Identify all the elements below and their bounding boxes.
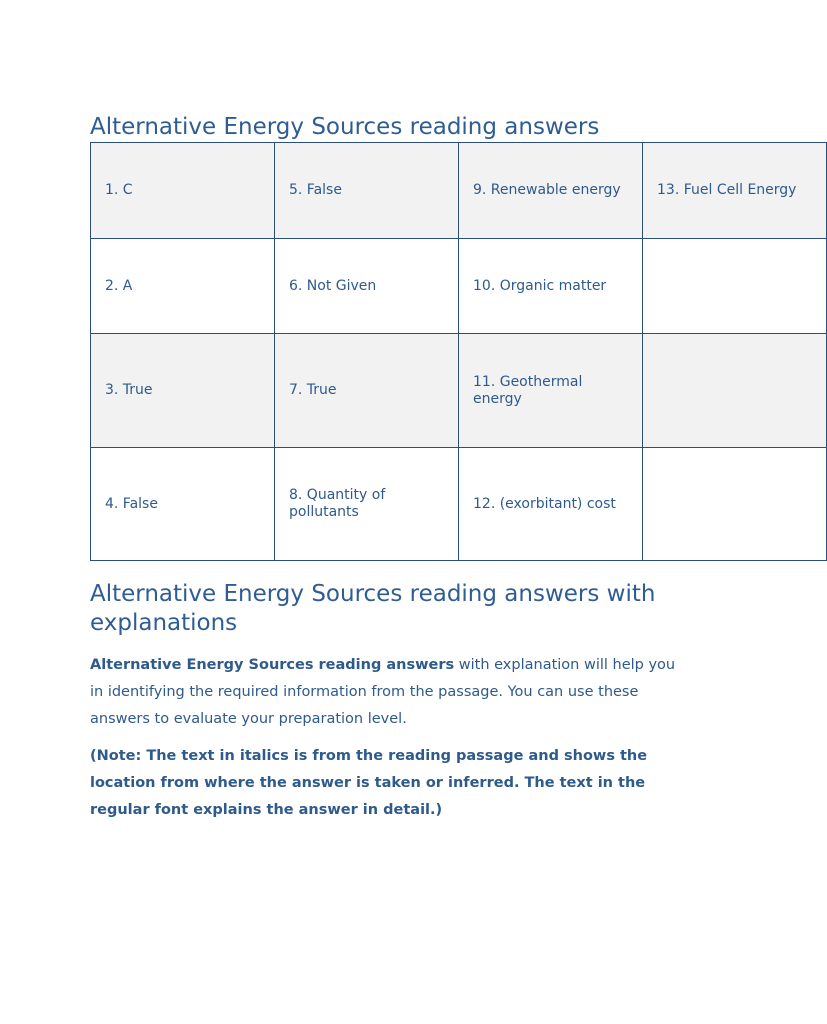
table-cell: 13. Fuel Cell Energy	[643, 143, 827, 239]
table-row	[91, 448, 827, 561]
table-cell	[643, 334, 827, 448]
answers-table	[90, 142, 827, 561]
table-cell: 4. False	[91, 448, 275, 561]
section-heading: Alternative Energy Sources reading answers with explanations	[90, 581, 656, 636]
table-cell: 6. Not Given	[275, 239, 459, 334]
intro-paragraph	[90, 652, 690, 733]
table-cell: 3. True	[91, 334, 275, 448]
table-row	[91, 334, 827, 448]
table-row	[91, 143, 827, 239]
page-title: Alternative Energy Sources reading answers	[90, 114, 600, 140]
table-cell: 8. Quantity of pollutants	[275, 448, 459, 561]
table-cell: 7. True	[275, 334, 459, 448]
table-cell: 5. False	[275, 143, 459, 239]
table-cell: 11. Geothermal energy	[459, 334, 643, 448]
table-cell	[643, 448, 827, 561]
intro-bold-text: Alternative Energy Sources reading answers	[90, 657, 455, 673]
table-row	[91, 239, 827, 334]
intro-text: with explanation will help you in identifying the required information from the passage. You can use these answers to evaluate your preparation level.	[90, 657, 676, 727]
table-cell: 12. (exorbitant) cost	[459, 448, 643, 561]
table-cell: 10. Organic matter	[459, 239, 643, 334]
table-cell	[643, 239, 827, 334]
table-cell: 2. A	[91, 239, 275, 334]
table-cell: 1. C	[91, 143, 275, 239]
note-paragraph: (Note: The text in italics is from the reading passage and shows the location from where the answer is taken or inferred. The text in the regular font explains the answer in detail.)	[90, 748, 648, 818]
table-cell: 9. Renewable energy	[459, 143, 643, 239]
